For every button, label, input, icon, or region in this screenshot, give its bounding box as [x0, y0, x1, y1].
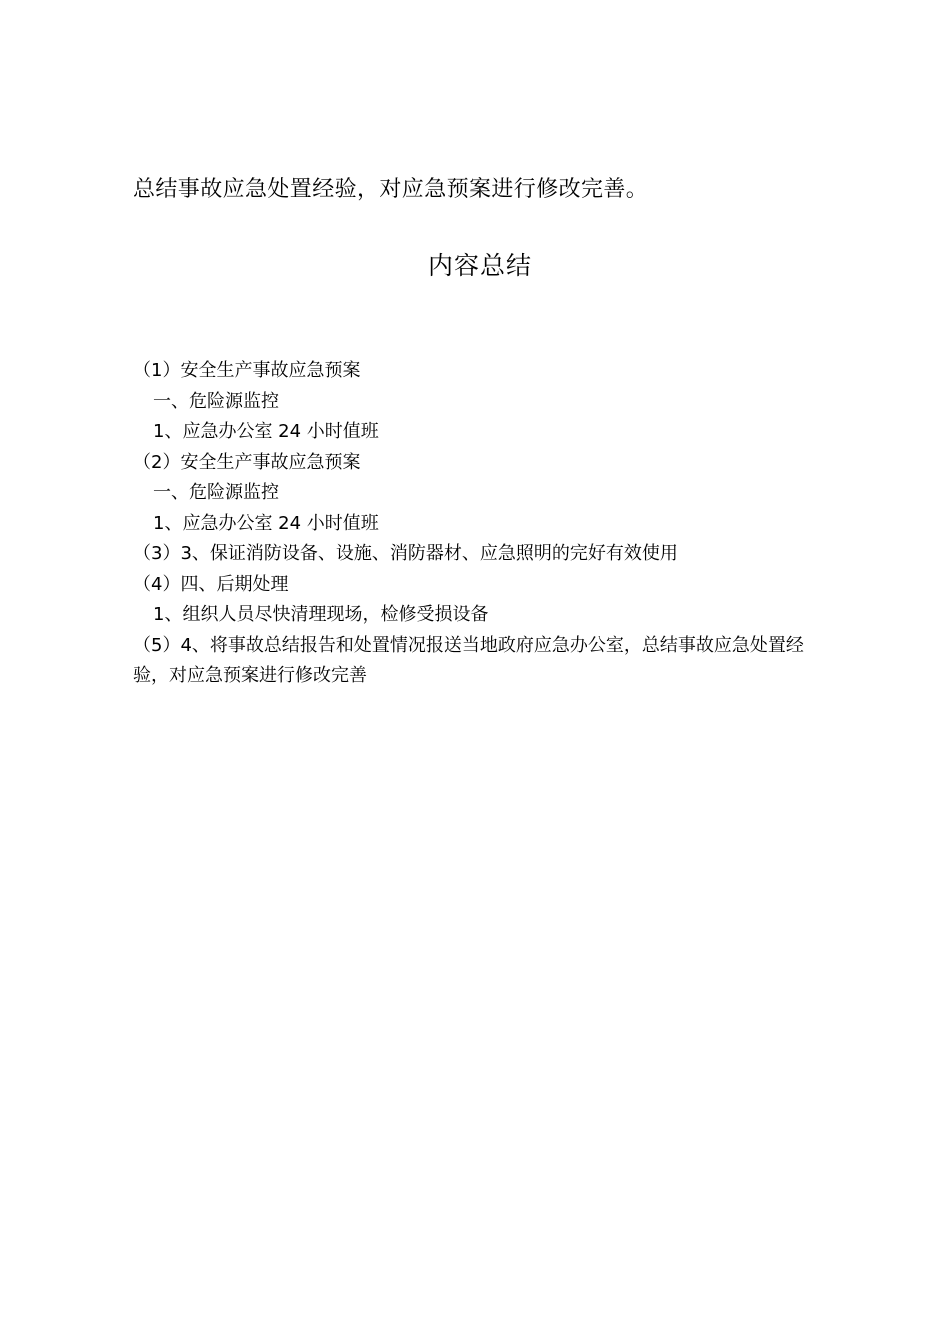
- summary-item: （4）四、后期处理: [133, 573, 289, 595]
- summary-item: （2）安全生产事故应急预案: [133, 451, 361, 473]
- summary-item: 1、应急办公室 24 小时值班: [153, 512, 379, 534]
- summary-list: [133, 356, 833, 692]
- summary-item: （1）安全生产事故应急预案: [133, 360, 361, 381]
- summary-item: 1、组织人员尽快清理现场，检修受损设备: [153, 604, 489, 625]
- summary-item: 一、危险源监控: [153, 482, 279, 503]
- summary-item: （3）3、保证消防设备、设施、消防器材、应急照明的完好有效使用: [133, 543, 678, 564]
- lead-paragraph: 总结事故应急处置经验，对应急预案进行修改完善。: [133, 177, 649, 202]
- summary-heading: 内容总结: [427, 251, 532, 280]
- summary-item: 1、应急办公室 24 小时值班: [153, 421, 379, 442]
- summary-item: 一、危险源监控: [153, 390, 279, 412]
- summary-item: （5）4、将事故总结报告和处置情况报送当地政府应急办公室，总结事故应急处置经验，对应急预案进行修改完善: [133, 634, 804, 686]
